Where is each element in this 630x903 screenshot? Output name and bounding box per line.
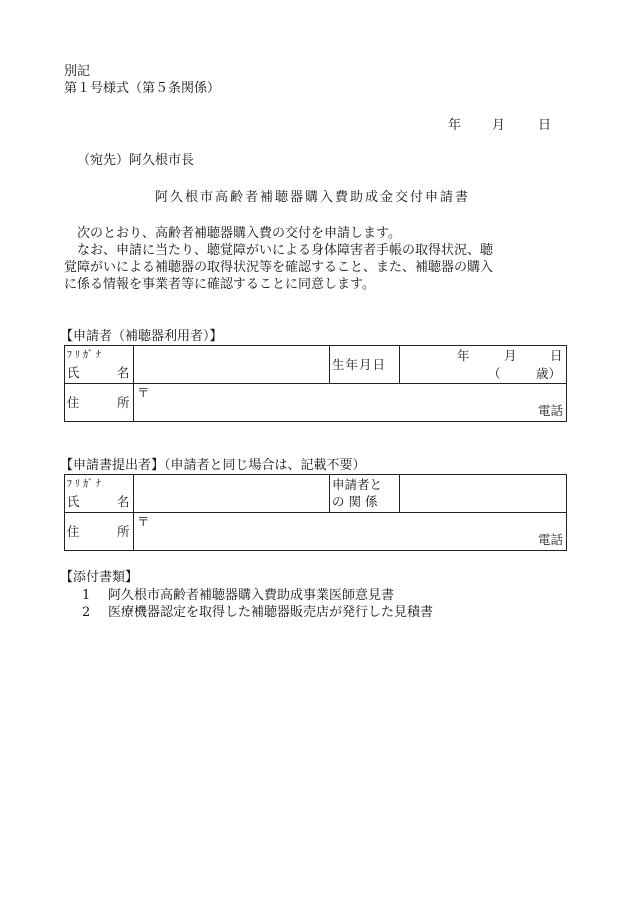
relation-field[interactable]: [400, 475, 567, 513]
item-text: 阿久根市高齢者補聴器購入費助成事業医師意見書: [108, 588, 395, 603]
applicant-table: [64, 345, 567, 422]
date-year: 年: [448, 118, 462, 133]
applicant-heading: 【申請者（補聴器利用者）】: [60, 329, 223, 344]
address-label-2: 所: [117, 395, 130, 410]
phone-label: 電話: [537, 403, 563, 418]
applicant-name-field[interactable]: [134, 346, 330, 384]
applicant-name-label-cell: [65, 346, 134, 384]
age-open: （: [488, 366, 501, 381]
item-number: 1: [82, 588, 91, 603]
age-close: 歳）: [536, 366, 562, 381]
submitter-heading: 【申請書提出者】（申請者と同じ場合は、記載不要）: [60, 458, 366, 473]
furigana-label: ﾌﾘｶﾞﾅ: [67, 479, 104, 490]
relation-label-2: の 関 係: [332, 494, 378, 509]
submitter-table: [64, 474, 567, 551]
form-number: 第１号様式（第５条関係）: [64, 81, 221, 96]
furigana-label: ﾌﾘｶﾞﾅ: [67, 350, 104, 361]
body-line-4: に係る情報を事業者等に確認することに同意します。: [64, 277, 375, 292]
name-label-2: 名: [117, 365, 130, 380]
birth-date-field[interactable]: [400, 346, 567, 384]
name-label-1: 氏: [67, 494, 80, 509]
addressee: （宛先）阿久根市長: [77, 153, 195, 168]
birth-year: 年: [457, 348, 470, 363]
body-line-1: 次のとおり、高齢者補聴器購入費の交付を申請します。: [77, 226, 401, 241]
name-label-2: 名: [117, 494, 130, 509]
item-number: 2: [82, 605, 91, 620]
applicant-address-field[interactable]: [134, 384, 567, 422]
submitter-name-field[interactable]: [134, 475, 330, 513]
birth-day: 日: [550, 348, 563, 363]
applicant-address-label-cell: [65, 384, 134, 422]
relation-label-1: 申請者と: [332, 477, 383, 492]
name-label-1: 氏: [67, 365, 80, 380]
submitter-name-label-cell: [65, 475, 134, 513]
body-line-2: なお、申請に当たり、聴覚障がいによる身体障害者手帳の取得状況、聴: [77, 243, 494, 258]
date-day: 日: [538, 118, 552, 133]
document-title: 阿久根市高齢者補聴器購入費助成金交付申請書: [155, 190, 471, 205]
item-text: 医療機器認定を取得した補聴器販売店が発行した見積書: [108, 605, 434, 620]
submitter-address-field[interactable]: [134, 513, 567, 551]
relation-label-cell: [330, 475, 400, 513]
appendix-label: 別記: [64, 64, 91, 79]
attachments-heading: 【添付書類】: [60, 570, 139, 585]
birth-label: 生年月日: [332, 357, 387, 372]
postal-mark: 〒: [137, 514, 150, 529]
address-label-1: 住: [67, 524, 80, 539]
phone-label: 電話: [537, 532, 563, 547]
postal-mark: 〒: [137, 385, 150, 400]
address-label-2: 所: [117, 524, 130, 539]
submitter-address-label-cell: [65, 513, 134, 551]
birth-month: 月: [504, 348, 517, 363]
address-label-1: 住: [67, 395, 80, 410]
date-month: 月: [492, 118, 506, 133]
body-line-3: 覚障がいによる補聴器の取得状況等を確認すること、また、補聴器の購入: [64, 260, 494, 275]
birth-label-cell: [330, 346, 400, 384]
